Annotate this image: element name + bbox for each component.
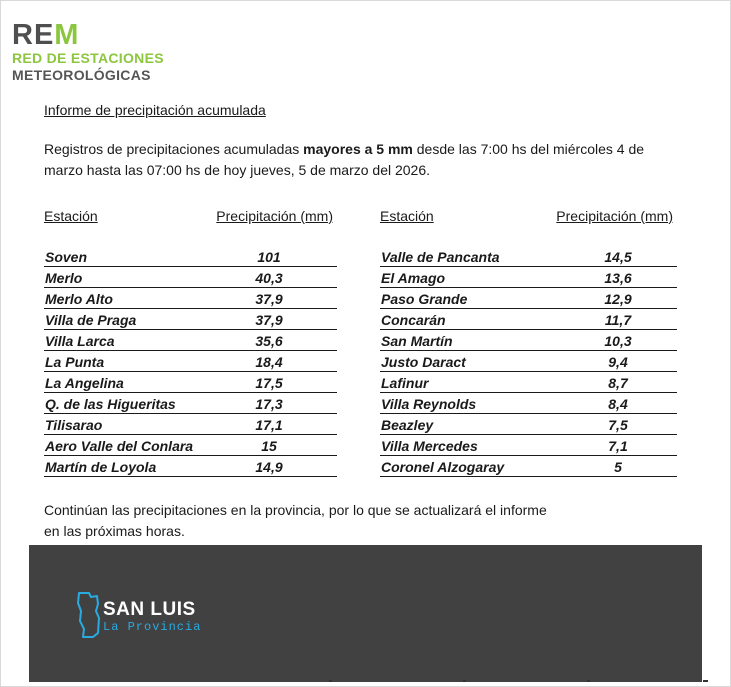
table-row — [380, 415, 677, 435]
table-row — [380, 268, 677, 288]
station-name: La Punta — [45, 354, 105, 370]
table-row — [380, 247, 677, 267]
table-row — [380, 352, 677, 372]
precipitation-value: 17,1 — [255, 417, 283, 433]
station-name: Merlo Alto — [45, 291, 113, 307]
precipitation-value: 13,6 — [604, 270, 632, 286]
precipitation-value: 17,3 — [255, 396, 283, 412]
station-name: Villa de Praga — [45, 312, 137, 328]
text-fragment — [329, 680, 332, 682]
precipitation-value: 35,6 — [255, 333, 283, 349]
outro-line-2: en las próximas horas. — [44, 523, 185, 539]
text-fragment — [587, 680, 590, 682]
table-row — [44, 268, 337, 288]
table-row — [380, 331, 677, 351]
station-name: La Angelina — [45, 375, 124, 391]
station-name: Q. de las Higueritas — [45, 396, 176, 412]
logo-mark-re: RE — [12, 19, 55, 51]
table-row — [44, 415, 337, 435]
station-name: Coronel Alzogaray — [381, 459, 505, 475]
station-name: San Martín — [381, 333, 453, 349]
table-row — [380, 457, 677, 477]
station-name: Martín de Loyola — [45, 459, 157, 475]
precipitation-value: 7,1 — [608, 438, 628, 454]
precipitation-value: 10,3 — [604, 333, 632, 349]
table-row — [44, 331, 337, 351]
precipitation-value: 37,9 — [255, 312, 283, 328]
station-name: Concarán — [381, 312, 446, 328]
precipitation-value: 8,4 — [608, 396, 628, 412]
precipitation-value: 15 — [261, 438, 277, 454]
station-name: El Amago — [381, 270, 446, 286]
precipitation-value: 101 — [257, 249, 281, 265]
header-precipitation: Precipitación (mm) — [556, 208, 673, 224]
table-row — [380, 310, 677, 330]
intro-text-bold: mayores a 5 mm — [303, 141, 413, 157]
san-luis-name: SAN LUIS — [103, 599, 196, 620]
text-fragment — [463, 680, 466, 682]
san-luis-subtitle: La Provincia — [103, 620, 202, 634]
station-name: Aero Valle del Conlara — [45, 438, 194, 454]
station-name: Villa Larca — [45, 333, 115, 349]
station-name: Paso Grande — [381, 291, 468, 307]
table-row — [44, 373, 337, 393]
table-row — [44, 394, 337, 414]
table-header — [44, 208, 337, 228]
table-header — [380, 208, 677, 228]
table-row — [44, 436, 337, 456]
rem-logo — [12, 20, 164, 84]
table-row — [44, 247, 337, 267]
precipitation-table-left — [44, 208, 337, 477]
station-name: Merlo — [45, 270, 83, 286]
cropped-text-fragments — [0, 680, 731, 687]
report-title: Informe de precipitación acumulada — [44, 102, 266, 118]
precipitation-value: 40,3 — [255, 270, 283, 286]
footer-banner — [29, 545, 702, 682]
precipitation-value: 14,5 — [604, 249, 632, 265]
station-name: Valle de Pancanta — [381, 249, 500, 265]
station-name: Soven — [45, 249, 88, 265]
table-row — [44, 352, 337, 372]
precipitation-value: 11,7 — [604, 312, 632, 328]
table-row — [380, 373, 677, 393]
station-name: Beazley — [381, 417, 434, 433]
station-name: Tilisarao — [45, 417, 103, 433]
table-row — [380, 436, 677, 456]
precipitation-value: 18,4 — [255, 354, 283, 370]
table-row — [44, 457, 337, 477]
san-luis-wordmark — [103, 600, 201, 634]
station-name: Justo Daract — [381, 354, 466, 370]
header-station: Estación — [44, 208, 98, 224]
precipitation-value: 17,5 — [255, 375, 283, 391]
precipitation-table-right — [380, 208, 677, 477]
logo-mark-m: M — [54, 19, 80, 51]
logo-line-2: METEOROLÓGICAS — [12, 67, 151, 83]
station-name: Villa Reynolds — [381, 396, 477, 412]
precipitation-value: 9,4 — [608, 354, 628, 370]
intro-paragraph — [44, 139, 684, 181]
precipitation-value: 12,9 — [604, 291, 632, 307]
logo-mark — [12, 20, 164, 50]
table-rows — [44, 247, 337, 477]
precipitation-value: 37,9 — [255, 291, 283, 307]
precipitation-value: 8,7 — [608, 375, 628, 391]
station-name: Lafinur — [381, 375, 429, 391]
precipitation-value: 5 — [614, 459, 622, 475]
precipitation-value: 7,5 — [608, 417, 628, 433]
san-luis-map-icon — [76, 591, 102, 639]
table-row — [44, 289, 337, 309]
header-station: Estación — [380, 208, 434, 224]
intro-text-end: desde las 7:00 hs del miércoles 4 de marzo hasta las 07:00 hs de hoy jueves, 5 de marzo del 2026. — [44, 141, 645, 178]
table-row — [380, 289, 677, 309]
table-row — [44, 310, 337, 330]
outro-line-1: Continúan las precipitaciones en la provincia, por lo que se actualizará el informe — [44, 502, 547, 518]
station-name: Villa Mercedes — [381, 438, 478, 454]
logo-line-1: RED DE ESTACIONES — [12, 50, 164, 66]
header-precipitation: Precipitación (mm) — [216, 208, 333, 224]
outro-paragraph — [44, 500, 604, 542]
precipitation-value: 14,9 — [255, 459, 283, 475]
table-row — [380, 394, 677, 414]
intro-text-start: Registros de precipitaciones acumuladas — [44, 141, 304, 157]
table-rows — [380, 247, 677, 477]
text-fragment — [703, 680, 708, 682]
